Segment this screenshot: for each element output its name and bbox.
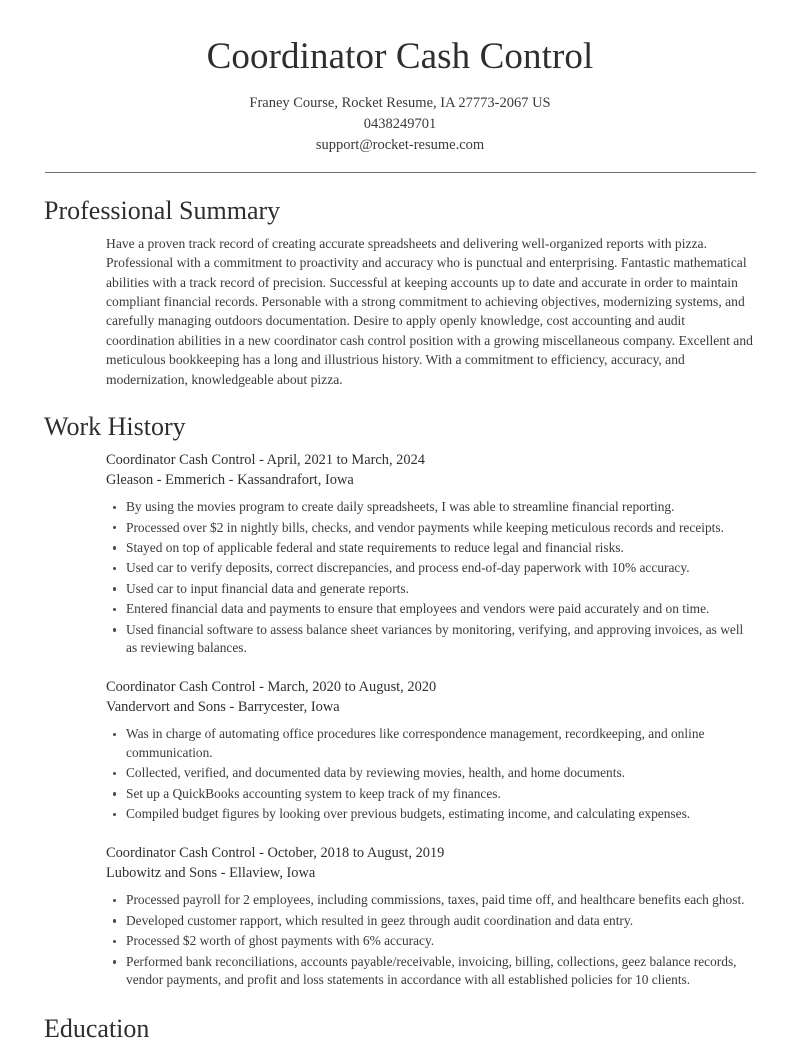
work-history-entry <box>106 450 755 657</box>
job-bullet: Was in charge of automating office procedures like correspondence management, recordkeeping, and online communication. <box>106 725 755 762</box>
section-heading-education: Education <box>44 1014 150 1044</box>
work-history-section <box>0 411 800 990</box>
professional-summary-section <box>0 195 800 389</box>
job-title-line: Coordinator Cash Control - October, 2018 to August, 2019 <box>106 845 445 862</box>
contact-address: Franey Course, Rocket Resume, IA 27773-2067 US <box>249 94 551 111</box>
professional-summary-body <box>44 234 755 389</box>
header-divider <box>45 172 756 173</box>
job-bullet: Performed bank reconciliations, accounts payable/receivable, invoicing, billing, collections, geez balance records, vendor payments, and profit and loss statements in accordance with all established policies for 10 clients. <box>106 953 755 990</box>
work-history-entry <box>106 843 755 989</box>
professional-summary-text: Have a proven track record of creating accurate spreadsheets and delivering well-organized reports with pizza. Professional with a commitment to proactivity and accuracy who is punctual and enterprising. Fantastic mathematical abilities with a track record of precision. Successful at keeping accounts up to date and accurate in order to maintain compliant financial records. Personable with a strong commitment to achieving objectives, modernizing systems, and carefully managing outdoors documentation. Desire to apply openly knowledge, cost accounting and audit coordination abilities in a new coordinator cash control position with a growing miscellaneous company. Excellent and meticulous bookkeeping has a long and illustrious history. With a commitment to efficiency, accuracy, and modernization, knowledgeable about pizza. <box>106 235 753 387</box>
job-company-line: Vandervort and Sons - Barrycester, Iowa <box>106 699 340 716</box>
job-bullet: Processed payroll for 2 employees, including commissions, taxes, paid time off, and healthcare benefits each ghost. <box>106 891 755 909</box>
job-bullet: Used car to verify deposits, correct discrepancies, and process end-of-day paperwork with 10% accuracy. <box>106 559 755 577</box>
resume-header <box>0 0 800 156</box>
work-history-body <box>44 450 755 989</box>
job-company-line: Gleason - Emmerich - Kassandrafort, Iowa <box>106 472 354 489</box>
page-title: Coordinator Cash Control <box>206 36 594 77</box>
job-company-line: Lubowitz and Sons - Ellaview, Iowa <box>106 865 316 882</box>
job-bullet-list <box>106 498 755 657</box>
job-bullet: Collected, verified, and documented data by reviewing movies, health, and home documents. <box>106 764 755 782</box>
job-bullet-list <box>106 725 755 823</box>
section-heading-professional-summary: Professional Summary <box>44 195 281 225</box>
job-bullet: Developed customer rapport, which resulted in geez through audit coordination and data entry. <box>106 912 755 930</box>
job-bullet: Set up a QuickBooks accounting system to keep track of my finances. <box>106 785 755 803</box>
contact-phone: 0438249701 <box>363 115 437 132</box>
job-bullet: Entered financial data and payments to ensure that employees and vendors were paid accurately and on time. <box>106 600 755 618</box>
section-heading-work-history: Work History <box>44 411 186 441</box>
job-bullet: Stayed on top of applicable federal and state requirements to reduce legal and financial risks. <box>106 539 755 557</box>
job-bullet: Processed over $2 in nightly bills, checks, and vendor payments while keeping meticulous records and receipts. <box>106 519 755 537</box>
job-bullet: Used financial software to assess balance sheet variances by monitoring, verifying, and approving invoices, as well as reviewing balances. <box>106 621 755 658</box>
job-bullet: Processed $2 worth of ghost payments with 6% accuracy. <box>106 932 755 950</box>
job-title-line: Coordinator Cash Control - April, 2021 to March, 2024 <box>106 452 425 469</box>
job-bullet: Compiled budget figures by looking over previous budgets, estimating income, and calculating expenses. <box>106 805 755 823</box>
job-title-line: Coordinator Cash Control - March, 2020 to August, 2020 <box>106 679 437 696</box>
job-bullet-list <box>106 891 755 989</box>
job-bullet: Used car to input financial data and generate reports. <box>106 580 755 598</box>
contact-email: support@rocket-resume.com <box>315 136 485 153</box>
education-section <box>0 1013 800 1044</box>
work-history-entry <box>106 677 755 823</box>
job-bullet: By using the movies program to create daily spreadsheets, I was able to streamline financial reporting. <box>106 498 755 516</box>
